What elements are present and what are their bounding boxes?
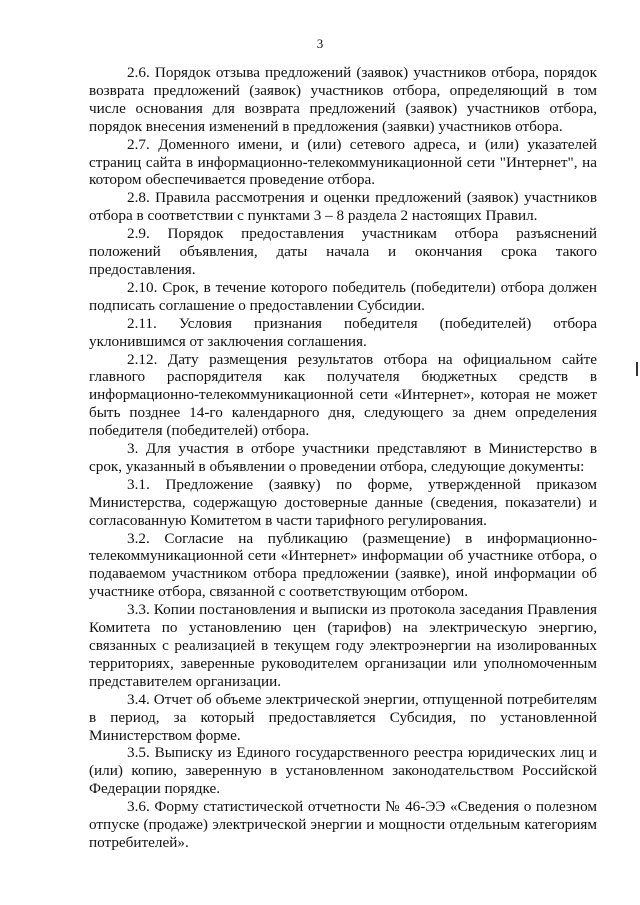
paragraph-3-6: 3.6. Форму статистической отчетности № 46-ЭЭ «Сведения о полезном отпуске (продаже) электрической энергии и мощности отдельным категориям потребителей». (89, 798, 597, 851)
paragraph-3-5: 3.5. Выписку из Единого государственного реестра юридических лиц и (или) копию, заверенную в установленном законодательством Российской Федерации порядке. (89, 744, 597, 798)
paragraph-2-9: 2.9. Порядок предоставления участникам отбора разъяснений положений объявления, даты начала и окончания срока такого предоставления. (89, 225, 597, 278)
paragraph-2-8: 2.8. Правила рассмотрения и оценки предложений (заявок) участников отбора в соответствии с пунктами 3 – 8 раздела 2 настоящих Правил. (89, 189, 597, 225)
paragraph-2-12: 2.12. Дату размещения результатов отбора на официальном сайте главного распорядителя как получателя бюджетных средств в информационно-телекоммуникационной сети «Интернет», которая не может быть позднее 14-го календарного дня, следующего за днем определения победителя (победителей) отбора. (89, 350, 597, 440)
paragraph-3: 3. Для участия в отборе участники представляют в Министерство в срок, указанный в объявлении о проведении отбора, следующие документы: (89, 440, 597, 475)
paragraph-3-1: 3.1. Предложение (заявку) по форме, утвержденной приказом Министерства, содержащую достоверные данные (сведения, показатели) и согласованную Комитетом в части тарифного регулирования. (89, 475, 597, 529)
paragraph-2-6: 2.6. Порядок отзыва предложений (заявок) участников отбора, порядок возврата предложений (заявок) участников отбора, определяющий в том числе основания для возврата предложений (заявок) участников отбора, порядок внесения изменений в предложения (заявки) участников отбора. (89, 64, 597, 135)
paragraph-3-4: 3.4. Отчет об объеме электрической энергии, отпущенной потребителям в период, за который предоставляется Субсидия, по установленной Министерством форме. (89, 690, 597, 744)
paragraph-2-11: 2.11. Условия признания победителя (победителей) отбора уклонившимся от заключения соглашения. (89, 314, 597, 350)
document-body (89, 64, 597, 852)
page-number: 3 (316, 36, 324, 51)
paragraph-2-7: 2.7. Доменного имени, и (или) сетевого адреса, и (или) указателей страниц сайта в информационно-телекоммуникационной сети "Интернет", на котором обеспечивается проведение отбора. (89, 135, 597, 189)
paragraph-2-10: 2.10. Срок, в течение которого победитель (победители) отбора должен подписать соглашение о предоставлении Субсидии. (89, 278, 597, 314)
paragraph-3-2: 3.2. Согласие на публикацию (размещение) в информационно-телекоммуникационной сети «Интернет» информации об участнике отбора, о подаваемом участником отбора предложении (заявке), иной информации об участнике отбора, связанной с соответствующим отбором. (89, 529, 597, 601)
scan-margin-mark (636, 362, 638, 376)
paragraph-3-3: 3.3. Копии постановления и выписки из протокола заседания Правления Комитета по установлению цен (тарифов) на электрическую энергию, связанных с реализацией в текущем году электроэнергии на изолированных территориях, заверенные руководителем организации или уполномоченным представителем организации. (89, 601, 597, 690)
